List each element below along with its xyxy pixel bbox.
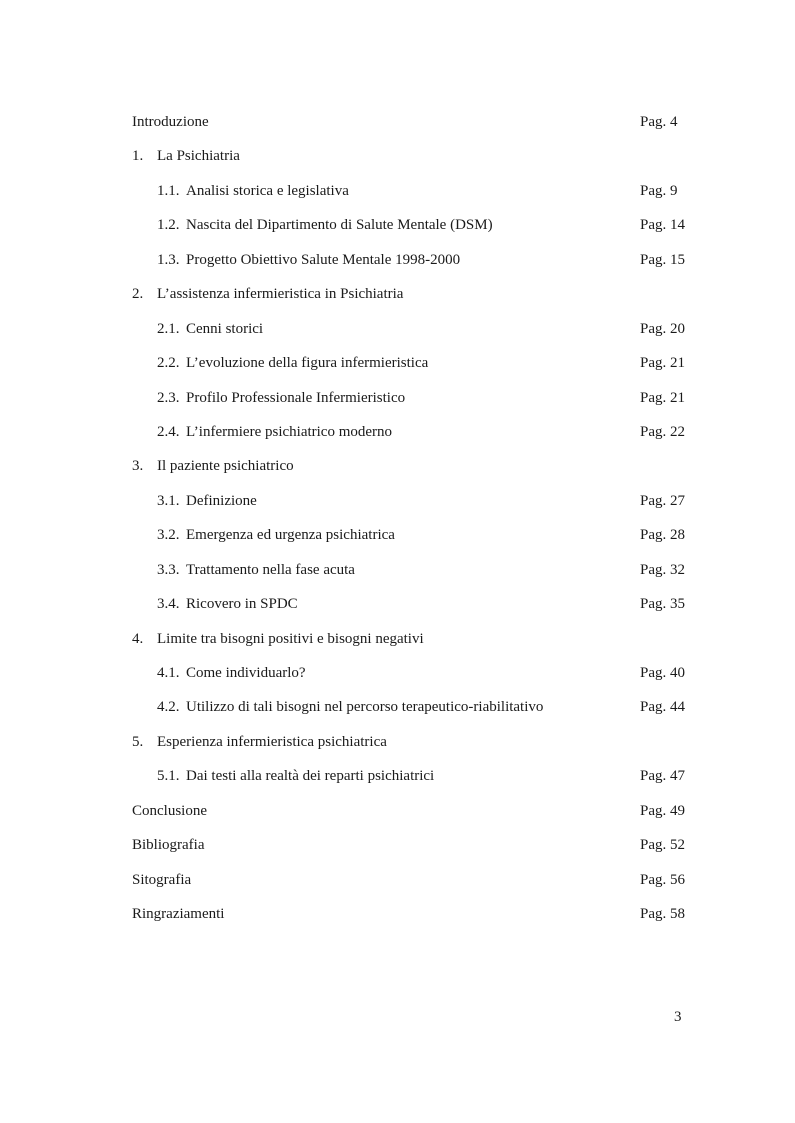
toc-entry-title: Il paziente psichiatrico bbox=[157, 458, 294, 475]
toc-entry-title: Conclusione bbox=[132, 802, 207, 819]
toc-entry-number: 2.4. bbox=[157, 423, 180, 440]
toc-entry bbox=[132, 868, 692, 902]
toc-entry-page: Pag. 40 bbox=[640, 665, 685, 681]
toc-chapter bbox=[132, 730, 692, 764]
toc-entry-page: Pag. 49 bbox=[640, 802, 685, 819]
toc-entry-title: Nascita del Dipartimento di Salute Mentale (DSM) bbox=[186, 217, 493, 234]
toc-entry bbox=[132, 833, 692, 867]
toc-entry-title: Definizione bbox=[186, 492, 257, 509]
toc-entry-title: Utilizzo di tali bisogni nel percorso terapeutico-riabilitativo bbox=[186, 699, 544, 716]
toc-subentry bbox=[132, 764, 692, 798]
toc-chapter bbox=[132, 282, 692, 316]
toc-entry-page: Pag. 52 bbox=[640, 837, 685, 854]
table-of-contents bbox=[132, 110, 692, 937]
toc-entry-title: Ricovero in SPDC bbox=[186, 596, 298, 613]
toc-entry-number: 1.1. bbox=[157, 182, 180, 199]
toc-subentry bbox=[132, 489, 692, 523]
toc-entry-page: Pag. 28 bbox=[640, 527, 685, 544]
toc-entry-number: 5. bbox=[132, 733, 144, 750]
toc-subentry bbox=[132, 558, 692, 592]
toc-entry-number: 3.1. bbox=[157, 492, 180, 509]
toc-subentry bbox=[132, 386, 692, 420]
toc-entry-title: L’assistenza infermieristica in Psichiatria bbox=[157, 286, 404, 303]
toc-entry-page: Pag. 35 bbox=[640, 596, 685, 613]
toc-chapter bbox=[132, 454, 692, 488]
toc-entry-title: Introduzione bbox=[132, 114, 209, 130]
toc-entry-number: 2.1. bbox=[157, 320, 180, 337]
toc-subentry bbox=[132, 213, 692, 247]
toc-entry-title: Emergenza ed urgenza psichiatrica bbox=[186, 527, 395, 544]
toc-entry-number: 1.2. bbox=[157, 217, 180, 234]
toc-entry-page: Pag. 9 bbox=[640, 182, 678, 199]
toc-entry-title: Profilo Professionale Infermieristico bbox=[186, 389, 406, 406]
toc-entry-title: L’evoluzione della figura infermieristica bbox=[186, 355, 429, 372]
toc-entry bbox=[132, 902, 692, 936]
toc-subentry bbox=[132, 420, 692, 454]
toc-entry-number: 3. bbox=[132, 458, 144, 475]
toc-entry-page: Pag. 21 bbox=[640, 355, 685, 372]
toc-entry-number: 5.1. bbox=[157, 768, 180, 785]
toc-entry-title: Come individuarlo? bbox=[186, 665, 306, 681]
toc-entry-title: L’infermiere psichiatrico moderno bbox=[186, 423, 393, 440]
toc-entry-page: Pag. 58 bbox=[640, 906, 685, 923]
toc-entry-title: Analisi storica e legislativa bbox=[186, 182, 349, 199]
toc-entry-number: 3.3. bbox=[157, 561, 180, 578]
toc-entry-number: 3.2. bbox=[157, 527, 180, 544]
toc-entry-page: Pag. 14 bbox=[640, 217, 685, 234]
toc-entry-title: La Psichiatria bbox=[157, 148, 240, 165]
toc-entry-number: 1.3. bbox=[157, 251, 180, 268]
toc-entry-page: Pag. 22 bbox=[640, 423, 685, 440]
toc-entry-title: Limite tra bisogni positivi e bisogni negativi bbox=[157, 630, 424, 647]
toc-entry-page: Pag. 27 bbox=[640, 492, 685, 509]
toc-entry-page: Pag. 56 bbox=[640, 871, 685, 888]
toc-entry-title: Bibliografia bbox=[132, 837, 205, 854]
toc-chapter bbox=[132, 627, 692, 661]
toc-entry bbox=[132, 110, 692, 144]
toc-entry-page: Pag. 21 bbox=[640, 389, 685, 406]
toc-subentry bbox=[132, 592, 692, 626]
toc-entry-title: Ringraziamenti bbox=[132, 906, 225, 923]
toc-entry-number: 2.3. bbox=[157, 389, 180, 406]
toc-entry-number: 2.2. bbox=[157, 355, 180, 372]
toc-subentry bbox=[132, 661, 692, 695]
toc-entry-page: Pag. 20 bbox=[640, 320, 685, 337]
toc-entry-number: 4. bbox=[132, 630, 144, 647]
toc-subentry bbox=[132, 248, 692, 282]
toc-entry-number: 2. bbox=[132, 286, 144, 303]
toc-subentry bbox=[132, 695, 692, 729]
toc-subentry bbox=[132, 317, 692, 351]
toc-entry bbox=[132, 799, 692, 833]
toc-chapter bbox=[132, 144, 692, 178]
toc-entry-page: Pag. 47 bbox=[640, 768, 685, 785]
toc-entry-number: 1. bbox=[132, 148, 144, 165]
toc-entry-page: Pag. 32 bbox=[640, 561, 685, 578]
toc-entry-number: 4.2. bbox=[157, 699, 180, 716]
toc-entry-title: Dai testi alla realtà dei reparti psichiatrici bbox=[186, 768, 435, 785]
toc-entry-page: Pag. 4 bbox=[640, 114, 678, 130]
toc-subentry bbox=[132, 523, 692, 557]
toc-entry-number: 3.4. bbox=[157, 596, 180, 613]
toc-subentry bbox=[132, 179, 692, 213]
page-number: 3 bbox=[674, 1009, 682, 1025]
toc-entry-title: Esperienza infermieristica psichiatrica bbox=[157, 733, 387, 750]
toc-entry-title: Cenni storici bbox=[186, 320, 264, 337]
toc-entry-number: 4.1. bbox=[157, 665, 180, 681]
toc-entry-page: Pag. 15 bbox=[640, 251, 685, 268]
toc-entry-title: Trattamento nella fase acuta bbox=[186, 561, 355, 578]
toc-subentry bbox=[132, 351, 692, 385]
toc-entry-title: Progetto Obiettivo Salute Mentale 1998-2000 bbox=[186, 251, 461, 268]
toc-entry-title: Sitografia bbox=[132, 871, 192, 888]
toc-entry-page: Pag. 44 bbox=[640, 699, 685, 716]
